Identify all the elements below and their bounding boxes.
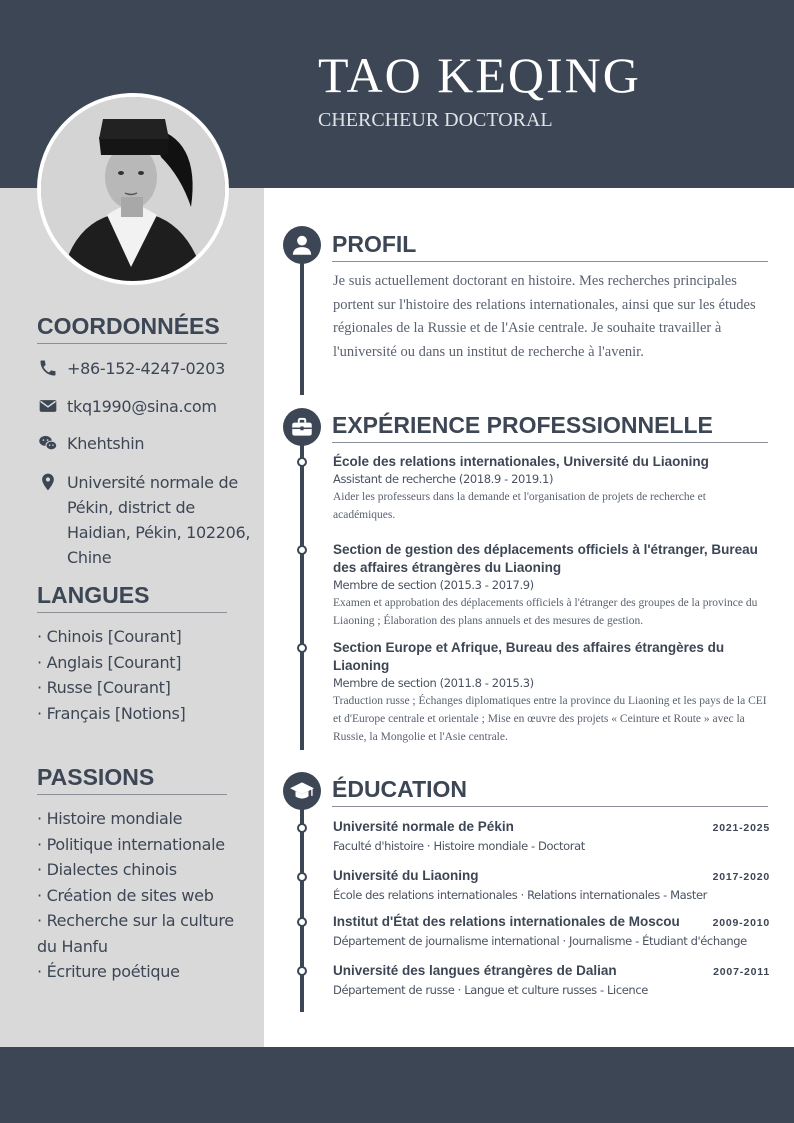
languages-list	[37, 624, 185, 726]
passion-item: · Création de sites web	[37, 885, 214, 905]
education-school: Université des langues étrangères de Dalian	[333, 963, 617, 978]
email-address: tkq1990@sina.com	[67, 397, 217, 416]
timeline-dot	[297, 457, 307, 467]
job-description: Examen et approbation des déplacements officiels à l'étranger des groupes de la province du Liaoning ; Élaboration des plans annuels et des mesures de gestion.	[333, 597, 758, 627]
email-icon	[37, 396, 59, 416]
language-item: · Anglais [Courant]	[37, 652, 182, 672]
contact-email	[37, 394, 217, 419]
timeline-dot	[297, 545, 307, 555]
language-item: · Chinois [Courant]	[37, 627, 182, 646]
job-entry	[333, 541, 769, 630]
contact-address	[37, 470, 262, 570]
graduation-cap-icon	[289, 778, 315, 804]
wechat-id: Khehtshin	[67, 434, 145, 453]
timeline-dot	[297, 643, 307, 653]
education-years: 2007-2011	[713, 966, 770, 978]
passion-item: · Histoire mondiale	[37, 809, 183, 828]
timeline-dot	[297, 872, 307, 882]
language-item: · Français [Notions]	[37, 703, 186, 723]
education-heading: ÉDUCATION	[332, 776, 768, 807]
job-description: Aider les professeurs dans la demande et l'organisation de projets de recherche et académiques.	[333, 491, 706, 521]
experience-heading: EXPÉRIENCE PROFESSIONNELLE	[332, 412, 768, 443]
education-detail: École des relations internationales · Relations internationales - Master	[333, 888, 707, 902]
timeline-line-profile	[300, 255, 304, 395]
education-detail: Faculté d'histoire · Histoire mondiale - Doctorat	[333, 839, 585, 853]
passion-item: · Écriture poétique	[37, 962, 180, 981]
job-description: Traduction russe ; Échanges diplomatiques entre la province du Liaoning et les pays de la CEI et d'Europe centrale et orientale ; Mise en œuvre des projets « Ceinture et Route » avec la Russie, la Mongolie et l'Asie centrale.	[333, 695, 767, 743]
contact-phone	[37, 356, 225, 381]
footer-band	[0, 1047, 794, 1123]
job-organization: Section Europe et Afrique, Bureau des affaires étrangères du Liaoning	[333, 640, 725, 673]
phone-icon	[37, 358, 59, 378]
timeline-line-experience	[300, 436, 304, 750]
job-role: Membre de section (2011.8 - 2015.3)	[333, 676, 534, 690]
job-entry	[333, 639, 769, 746]
education-years: 2009-2010	[712, 917, 770, 929]
education-section-icon	[283, 772, 321, 810]
job-role: Membre de section (2015.3 - 2017.9)	[333, 578, 534, 592]
education-entry	[333, 867, 770, 905]
timeline-dot	[297, 917, 307, 927]
candidate-name: TAO KEQING	[318, 47, 641, 103]
education-school: Université du Liaoning	[333, 868, 479, 883]
briefcase-icon	[289, 414, 315, 440]
education-entry	[333, 818, 770, 856]
profile-text: Je suis actuellement doctorant en histoire. Mes recherches principales portent sur l'histoire des relations internationales, ainsi que sur les études régionales de la Russie et de l'Asie centrale. Je souhaite travailler à l'université ou dans un institut de recherche à l'avenir.	[333, 273, 756, 360]
passion-item: · Recherche sur la culture du Hanfu	[37, 911, 234, 956]
person-icon	[289, 232, 315, 258]
job-organization: Section de gestion des déplacements officiels à l'étranger, Bureau des affaires étrangères du Liaoning	[333, 542, 758, 575]
candidate-title: CHERCHEUR DOCTORAL	[318, 109, 553, 131]
portrait-image	[41, 97, 225, 281]
language-item: · Russe [Courant]	[37, 678, 171, 697]
passion-item: · Politique internationale	[37, 834, 225, 854]
job-organization: École des relations internationales, Université du Liaoning	[333, 454, 709, 469]
passions-list	[37, 806, 242, 985]
profile-photo	[37, 93, 229, 285]
timeline-dot	[297, 823, 307, 833]
profile-section-icon	[283, 226, 321, 264]
timeline-dot	[297, 966, 307, 976]
job-role: Assistant de recherche (2018.9 - 2019.1)	[333, 472, 554, 486]
education-school: Université normale de Pékin	[333, 819, 514, 834]
languages-heading: LANGUES	[37, 582, 227, 613]
profile-heading: PROFIL	[332, 231, 768, 262]
education-years: 2021-2025	[712, 822, 770, 834]
phone-number: +86-152-4247-0203	[67, 359, 225, 378]
education-years: 2017-2020	[712, 871, 770, 883]
education-entry	[333, 913, 770, 951]
experience-section-icon	[283, 408, 321, 446]
education-school: Institut d'État des relations internationales de Moscou	[333, 914, 680, 929]
contact-wechat	[37, 431, 144, 456]
education-entry	[333, 962, 770, 1000]
passions-heading: PASSIONS	[37, 764, 227, 795]
job-entry	[333, 453, 769, 524]
education-detail: Département de russe · Langue et culture russes - Licence	[333, 983, 648, 997]
location-icon	[37, 472, 59, 492]
education-detail: Département de journalisme international · Journalisme - Étudiant d'échange	[333, 934, 747, 948]
passion-item: · Dialectes chinois	[37, 860, 177, 879]
wechat-icon	[37, 433, 59, 453]
address-text: Université normale de Pékin, district de Haidian, Pékin, 102206, Chine	[67, 473, 251, 567]
contact-heading: COORDONNÉES	[37, 313, 227, 344]
